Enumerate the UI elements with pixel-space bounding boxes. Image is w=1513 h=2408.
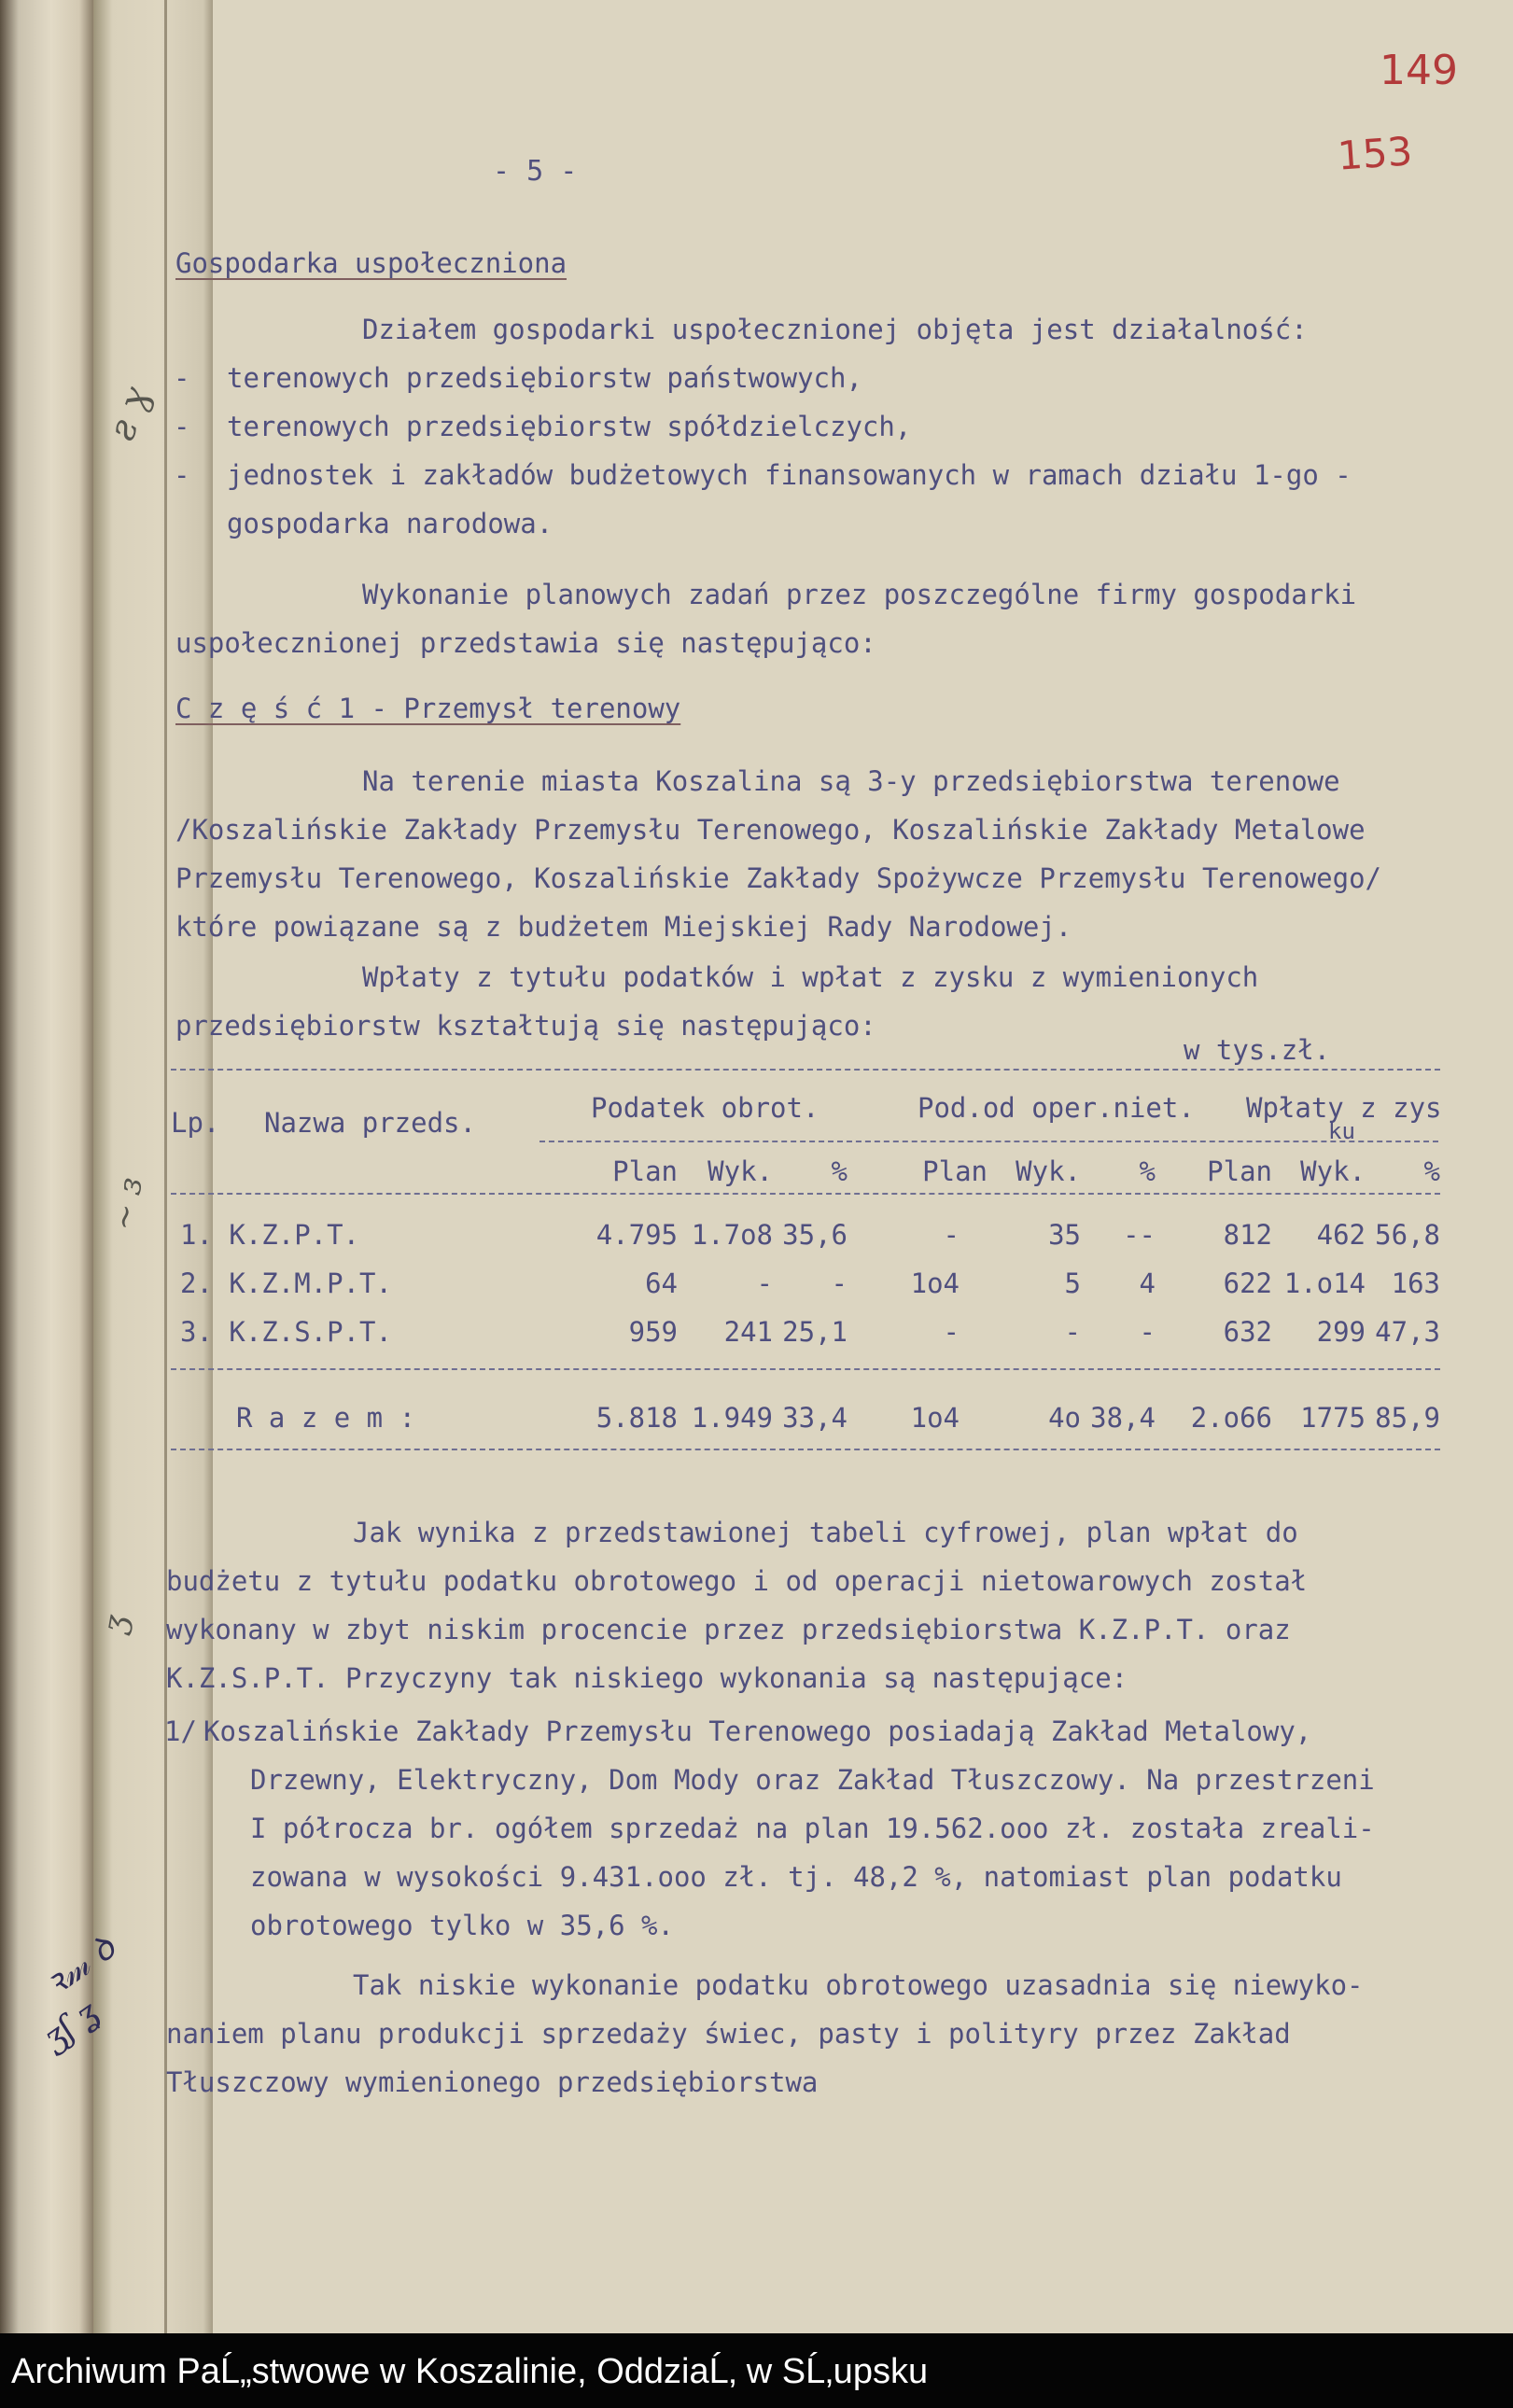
table-rule-before-total (171, 1368, 1440, 1370)
table-cell: 5 (1064, 1267, 1081, 1299)
col-group-profit-payments: Wpłaty z zys (1246, 1092, 1442, 1124)
table-cell: 25,1 (782, 1316, 848, 1348)
col-sub-header: Wyk. (707, 1155, 773, 1187)
total-cell: 1o4 (910, 1402, 960, 1434)
item-line: zowana w wysokości 9.431.ooo zł. tj. 48,2 %, natomiast plan podatku (250, 1861, 1342, 1893)
table-cell: - (756, 1267, 773, 1299)
footer-text: Archiwum PaĹ„stwowe w Koszalinie, OddziaĹ‚ w SĹ‚upsku (11, 2352, 929, 2391)
table-cell: 1.7o8 (691, 1219, 773, 1251)
row-name: 3. K.Z.S.P.T. (180, 1316, 392, 1348)
col-sub-header: Plan (1207, 1155, 1272, 1187)
total-cell: 4o (1048, 1402, 1081, 1434)
paragraph-line: przedsiębiorstw kształtują się następująco: (175, 1010, 876, 1042)
table-cell: 35,6 (782, 1219, 848, 1251)
table-cell: 47,3 (1375, 1316, 1440, 1348)
item-line: I półrocza br. ogółem sprzedaż na plan 19.562.ooo zł. została zreali- (250, 1813, 1375, 1844)
table-cell: 299 (1316, 1316, 1366, 1348)
total-cell: 33,4 (782, 1402, 848, 1434)
margin-scribble: ~ ɜ (104, 1174, 150, 1234)
col-sub-header: Wyk. (1300, 1155, 1366, 1187)
table-cell: - (831, 1267, 848, 1299)
bullet-item: terenowych przedsiębiorstw spółdzielczych, (227, 411, 912, 442)
bullet-continuation: gospodarka narodowa. (227, 508, 553, 539)
total-cell: 2.o66 (1190, 1402, 1272, 1434)
table-rule-bottom (171, 1449, 1440, 1450)
table-cell: - (943, 1219, 960, 1251)
table-cell: 959 (628, 1316, 678, 1348)
table-cell: 632 (1223, 1316, 1272, 1348)
bullet-dash: - (174, 362, 190, 394)
total-cell: 1.949 (691, 1402, 773, 1434)
item-number: 1/ (164, 1715, 197, 1747)
bullet-item: jednostek i zakładów budżetowych finansowanych w ramach działu 1-go - (227, 459, 1352, 491)
table-cell: - (943, 1316, 960, 1348)
table-cell: 812 (1223, 1219, 1272, 1251)
paragraph-line: Wpłaty z tytułu podatków i wpłat z zysku z wymienionych (362, 961, 1259, 993)
item-line: obrotowego tylko w 35,6 %. (250, 1910, 674, 1941)
handwritten-note: ʒʃ ʓ (35, 1994, 105, 2058)
part-heading: C z ę ś ć 1 - Przemysł terenowy (175, 693, 681, 724)
paragraph-line: Tłuszczowy wymienionego przedsiębiorstwa (166, 2066, 819, 2098)
margin-scribble: ʒ (95, 1612, 135, 1636)
document-page (164, 0, 1513, 2333)
paragraph-line: wykonany w zbyt niskim procencie przez przedsiębiorstwa K.Z.P.T. oraz (166, 1614, 1291, 1645)
table-cell: 4 (1139, 1267, 1156, 1299)
table-cell: 462 (1316, 1219, 1366, 1251)
spine-page (93, 0, 213, 2333)
bullet-item: terenowych przedsiębiorstw państwowych, (227, 362, 862, 394)
table-cell: 622 (1223, 1267, 1272, 1299)
paragraph-line: uspołecznionej przedstawia się następująco: (175, 627, 876, 659)
paragraph-line: naniem planu produkcji sprzedaży świec, pasty i polityry przez Zakład (166, 2018, 1291, 2050)
col-sub-header: % (1423, 1155, 1440, 1187)
paragraph-line: Wykonanie planowych zadań przez poszczególne firmy gospodarki (362, 579, 1357, 610)
paragraph-line: Tak niskie wykonanie podatku obrotowego uzasadnia się niewyko- (353, 1969, 1364, 2001)
paragraph-line: które powiązane są z budżetem Miejskiej Rady Narodowej. (175, 911, 1072, 943)
item-line: Drzewny, Elektryczny, Dom Mody oraz Zakład Tłuszczowy. Na przestrzeni (250, 1764, 1375, 1796)
table-cell: 64 (645, 1267, 678, 1299)
paragraph-line: Jak wynika z przedstawionej tabeli cyfrowej, plan wpłat do (353, 1517, 1298, 1548)
total-cell: 1775 (1300, 1402, 1366, 1434)
table-cell: - (1064, 1316, 1081, 1348)
row-name: 2. K.Z.M.P.T. (180, 1267, 392, 1299)
item-line: Koszalińskie Zakłady Przemysłu Terenowego posiadają Zakład Metalowy, (203, 1715, 1312, 1747)
col-group-turnover-tax: Podatek obrot. (591, 1092, 820, 1124)
bullet-dash: - (174, 411, 190, 442)
paragraph-line: K.Z.S.P.T. Przyczyny tak niskiego wykonania są następujące: (166, 1662, 1128, 1694)
archive-footer (0, 2333, 1513, 2408)
page-number: - 5 - (493, 155, 578, 188)
row-name: 1. K.Z.P.T. (180, 1219, 360, 1251)
table-cell: 241 (723, 1316, 773, 1348)
intro-line: Działem gospodarki uspołecznionej objęta jest działalność: (362, 314, 1308, 345)
col-sub-header: Plan (922, 1155, 988, 1187)
table-cell: 1.o14 (1283, 1267, 1366, 1299)
spine-fold (164, 0, 167, 2333)
col-header-lp: Lp. (171, 1107, 220, 1139)
table-cell: 56,8 (1375, 1219, 1440, 1251)
table-cell: 1o4 (910, 1267, 960, 1299)
table-cell: -- (1123, 1219, 1156, 1251)
col-sub-header: Wyk. (1016, 1155, 1081, 1187)
col-sub-header: % (831, 1155, 848, 1187)
paragraph-line: budżetu z tytułu podatku obrotowego i od operacji nietowarowych został (166, 1565, 1308, 1597)
total-cell: 85,9 (1375, 1402, 1440, 1434)
unit-label: w tys.zł. (1184, 1034, 1331, 1066)
paragraph-line: /Koszalińskie Zakłady Przemysłu Terenowego, Koszalińskie Zakłady Metalowe (175, 814, 1366, 846)
paragraph-line: Na terenie miasta Koszalina są 3-y przedsiębiorstwa terenowe (362, 765, 1340, 797)
margin-scribble: ƨ ɣ (100, 381, 160, 446)
table-rule-top (171, 1069, 1440, 1071)
table-cell: - (1139, 1316, 1156, 1348)
col-header-name: Nazwa przeds. (264, 1107, 476, 1139)
col-sub-header: % (1139, 1155, 1156, 1187)
col-sub-header: Plan (612, 1155, 678, 1187)
total-cell: 5.818 (595, 1402, 678, 1434)
col-group-nontrade-tax: Pod.od oper.niet. (918, 1092, 1195, 1124)
bullet-dash: - (174, 459, 190, 491)
table-cell: 163 (1391, 1267, 1440, 1299)
archive-number-red: 149 (1380, 47, 1458, 94)
table-rule-header (171, 1193, 1440, 1195)
paragraph-line: Przemysłu Terenowego, Koszalińskie Zakłady Spożywcze Przemysłu Terenowego/ (175, 862, 1382, 894)
table-cell: 4.795 (595, 1219, 678, 1251)
total-cell: 38,4 (1090, 1402, 1156, 1434)
col-group-suffix: ku (1328, 1118, 1355, 1144)
handwritten-note: ꝛ𝓂 ꝺ (38, 1928, 123, 2004)
total-label: R a z e m : (236, 1402, 416, 1434)
table-rule-group (539, 1141, 1438, 1142)
table-cell: 35 (1048, 1219, 1081, 1251)
archive-number-blue: 153 (1336, 128, 1414, 179)
section-heading: Gospodarka uspołeczniona (175, 247, 567, 279)
